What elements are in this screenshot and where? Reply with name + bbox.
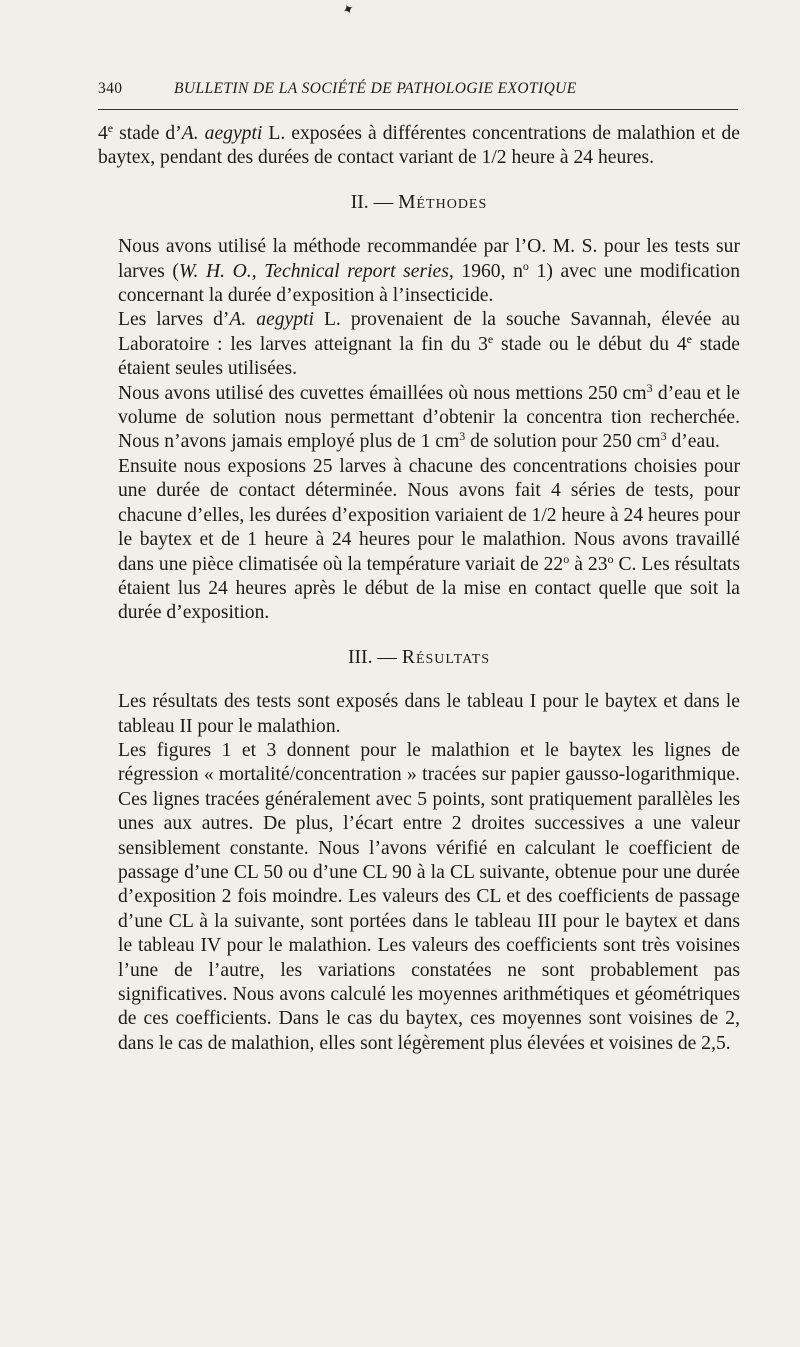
superscript: e bbox=[487, 331, 494, 346]
superscript: o bbox=[563, 551, 570, 566]
methods-paragraph-2 bbox=[118, 308, 740, 381]
superscript: 3 bbox=[660, 429, 667, 444]
intro-text: 4 bbox=[98, 123, 108, 144]
text: d’eau et le volume de solution nous permettant d’obtenir la concentra tion recherchée. Nous n’avons jamais employé plus de 1 cm bbox=[118, 382, 740, 453]
section-heading-methods bbox=[98, 191, 740, 215]
intro-text: stade d’ bbox=[113, 123, 182, 144]
superscript: 3 bbox=[459, 429, 466, 444]
text: C. Les résultats étaient lus 24 heures après le début de la mise en contact quelle que soit la durée d’exposition. bbox=[118, 553, 741, 624]
superscript: e bbox=[686, 331, 692, 346]
page-body bbox=[98, 121, 741, 1056]
text: stade étaient seules utilisées. bbox=[118, 333, 740, 380]
text: stade ou le début du 4 bbox=[493, 333, 687, 355]
section-heading-results bbox=[98, 646, 740, 670]
species-name: A. aegypti bbox=[229, 309, 314, 331]
intro-paragraph bbox=[98, 122, 740, 171]
section-title: Méthodes bbox=[398, 191, 488, 213]
header-rule bbox=[98, 109, 738, 110]
text: d’eau. bbox=[666, 431, 720, 453]
superscript: e bbox=[107, 121, 114, 135]
superscript: o bbox=[522, 258, 529, 273]
text: Les larves d’ bbox=[118, 309, 230, 331]
superscript: 3 bbox=[646, 380, 653, 395]
section-title: Résultats bbox=[401, 646, 490, 668]
journal-title: BULLETIN DE LA SOCIÉTÉ DE PATHOLOGIE EXOTIQUE bbox=[174, 80, 577, 97]
page-number: 340 bbox=[98, 80, 123, 97]
section-number: II. — bbox=[350, 191, 394, 213]
superscript: o bbox=[607, 551, 614, 566]
results-paragraph-2: Les figures 1 et 3 donnent pour le malathion et le baytex les lignes de régression « mortalité/concentration » tracées sur papier gausso-logarithmique. Ces lignes tracées généralement avec 5 points, sont pratiquement parallèles les unes aux autres. De plus, l’écart entre 2 droites successives a une valeur sensiblement constante. Nous l’avons vérifié en calculant le coefficient de passage d’une CL 50 ou d’une CL 90 à la CL suivante, obtenue pour une durée d’exposition 2 fois moindre. Les valeurs des CL et des coefficients de passage d’une CL à la suivante, sont portées dans le tableau III pour le baytex et dans le tableau IV pour le malathion. Les valeurs des coefficients sont très voisines l’une de l’autre, les variations constatées ne sont probablement pas significatives. Nous avons calculé les moyennes arithmétiques et géométriques de ces coefficients. Dans le cas du baytex, ces moyennes sont voisines de 2, dans le cas de malathion, elles sont légèrement plus élevées et voisines de 2,5. bbox=[118, 739, 740, 1054]
text: Nous avons utilisé la méthode recommandée par l’O. M. S. pour les tests sur larves ( bbox=[118, 236, 740, 282]
species-name: A. aegypti bbox=[181, 123, 263, 144]
text: L. provenaient de la souche Savannah, élevée au Laboratoire : les larves atteignant la fin du 3 bbox=[118, 309, 740, 355]
results-paragraph-1: Les résultats des tests sont exposés dans le tableau I pour le baytex et dans le tableau II pour le malathion. bbox=[118, 691, 740, 737]
section-number: III. — bbox=[348, 646, 397, 668]
methods-paragraph-4 bbox=[118, 455, 740, 626]
methods-paragraph-3 bbox=[118, 382, 740, 455]
text: de solution pour 250 cm bbox=[465, 431, 661, 453]
methods-paragraph-1 bbox=[118, 235, 740, 308]
text: à 23 bbox=[569, 553, 608, 575]
text: 1960, n bbox=[453, 260, 523, 282]
citation: W. H. O., Technical report series, bbox=[178, 260, 454, 282]
intro-text: L. exposées à différentes concentrations de malathion et de baytex, pendant des durées de contact variant de 1/2 heure à 24 heures. bbox=[98, 123, 740, 169]
ink-mark: ✦ bbox=[340, 1, 358, 20]
text: Ensuite nous exposions 25 larves à chacune des concentrations choisies pour une durée de contact déterminée. Nous avons fait 4 séries de tests, pour chacune d’elles, les durées d’exposition variaient de 1/2 heure à 24 heures pour le baytex et de 1 heure à 24 heures pour le malathion. Nous avons travaillé dans une pièce climatisée où la température variait de 22 bbox=[118, 455, 740, 575]
text: Nous avons utilisé des cuvettes émaillées où nous mettions 250 cm bbox=[118, 382, 647, 404]
text: 1) avec une modification concernant la durée d’exposition à l’insecticide. bbox=[118, 260, 740, 307]
